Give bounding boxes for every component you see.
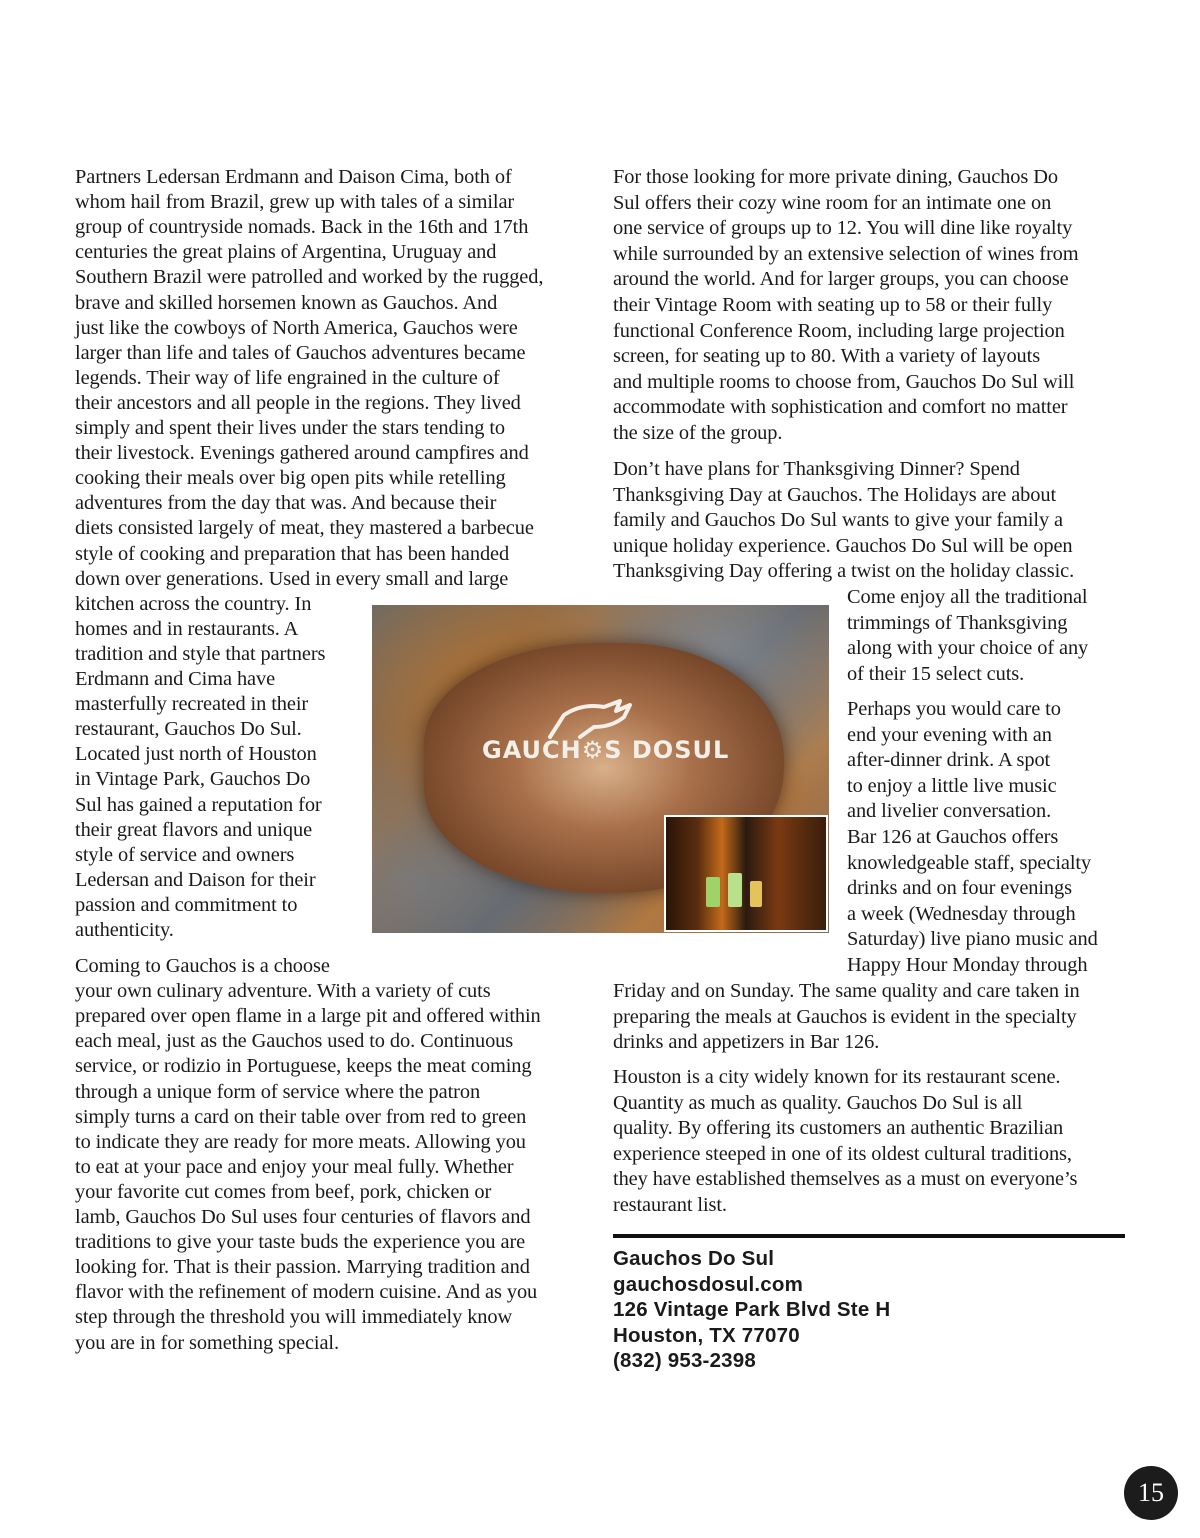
text-line: cooking their meals over big open pits while retelling [75, 467, 506, 490]
text-line: adventures from the day that was. And because their [75, 492, 497, 515]
text-line: simply and spent their lives under the stars tending to [75, 417, 505, 439]
text-line: the size of the group. [613, 422, 783, 444]
contact-address: 126 Vintage Park Blvd Ste H [613, 1298, 891, 1321]
text-line: Southern Brazil were patrolled and worked by the rugged, [75, 266, 544, 289]
text-line: your own culinary adventure. With a variety of cuts [75, 980, 491, 1003]
contact-city: Houston, TX 77070 [613, 1324, 800, 1347]
text-line: just like the cowboys of North America, Gauchos were [75, 316, 518, 339]
drink-glass [750, 881, 762, 907]
contact-phone: (832) 953-2398 [613, 1349, 756, 1372]
text-line: legends. Their way of life engrained in the culture of [75, 366, 500, 389]
text-line: unique holiday experience. Gauchos Do Sul will be open [613, 534, 1073, 557]
text-line: step through the threshold you will immediately know [75, 1306, 513, 1329]
text-line: Happy Hour Monday through [847, 954, 1088, 976]
text-line: and multiple rooms to choose from, Gauchos Do Sul will [613, 370, 1075, 393]
text-line: style of service and owners [75, 843, 295, 866]
text-line: Ledersan and Daison for their [75, 868, 316, 891]
text-line: simply turns a card on their table over from red to green [75, 1105, 527, 1128]
text-line: end your evening with an [847, 723, 1052, 746]
text-line: Thanksgiving Day offering a twist on the holiday classic. [613, 560, 1075, 583]
text-line: Come enjoy all the traditional [847, 586, 1088, 608]
text-line: centuries the great plains of Argentina, Uruguay and [75, 241, 497, 264]
text-line: trimmings of Thanksgiving [847, 611, 1068, 634]
text-line: Houston is a city widely known for its restaurant scene. [613, 1066, 1061, 1088]
logo-text: GAUCH⚙S DOSUL [482, 736, 730, 764]
text-line: a week (Wednesday through [847, 902, 1076, 925]
text-line: to indicate they are ready for more meats. Allowing you [75, 1130, 526, 1153]
text-line: their great flavors and unique [75, 818, 313, 841]
text-line: tradition and style that partners [75, 642, 326, 665]
text-line: whom hail from Brazil, grew up with tales of a similar [75, 191, 515, 214]
text-line: restaurant list. [613, 1194, 727, 1216]
text-line: Located just north of Houston [75, 743, 317, 766]
bar-photo [664, 815, 828, 932]
text-line: masterfully recreated in their [75, 693, 309, 716]
text-line: kitchen across the country. In [75, 592, 312, 615]
text-line: For those looking for more private dining, Gauchos Do [613, 166, 1058, 188]
text-line: their ancestors and all people in the regions. They lived [75, 391, 521, 414]
text-line: Partners Ledersan Erdmann and Daison Cima, both of [75, 166, 512, 188]
text-line: Thanksgiving Day at Gauchos. The Holidays are about [613, 483, 1057, 506]
text-line: knowledgeable staff, specialty [847, 851, 1092, 874]
contact-website[interactable]: gauchosdosul.com [613, 1273, 804, 1296]
text-line: functional Conference Room, including large projection [613, 319, 1065, 342]
text-line: Don’t have plans for Thanksgiving Dinner? Spend [613, 458, 1020, 480]
text-line: flavor with the refinement of modern cuisine. And as you [75, 1281, 538, 1304]
text-line: passion and commitment to [75, 893, 298, 916]
text-line: along with your choice of any [847, 637, 1089, 660]
text-line: in Vintage Park, Gauchos Do [75, 768, 311, 791]
text-line: quality. By offering its customers an authentic Brazilian [613, 1117, 1064, 1140]
text-line: experience steeped in one of its oldest cultural traditions, [613, 1142, 1072, 1165]
text-line: after-dinner drink. A spot [847, 749, 1051, 772]
text-line: each meal, just as the Gauchos used to do. Continuous [75, 1030, 514, 1053]
text-line: while surrounded by an extensive selection of wines from [613, 242, 1079, 265]
text-line: accommodate with sophistication and comfort no matter [613, 396, 1068, 419]
text-line: Perhaps you would care to [847, 698, 1061, 720]
text-line: Erdmann and Cima have [75, 668, 276, 690]
text-line: traditions to give your taste buds the experience you are [75, 1231, 526, 1254]
drink-glass [728, 873, 742, 907]
text-line: you are in for something special. [75, 1331, 339, 1354]
text-line: down over generations. Used in every small and large [75, 567, 509, 590]
drink-glass [706, 877, 720, 907]
restaurant-photo [372, 605, 829, 933]
text-line: your favorite cut comes from beef, pork, chicken or [75, 1180, 492, 1203]
text-line: authenticity. [75, 919, 174, 941]
page-number: 15 [1124, 1466, 1178, 1520]
text-line: prepared over open flame in a large pit and offered within [75, 1005, 541, 1028]
text-line: their Vintage Room with seating up to 58 or their fully [613, 294, 1053, 316]
text-line: service, or rodizio in Portuguese, keeps the meat coming [75, 1055, 532, 1078]
text-line: restaurant, Gauchos Do Sul. [75, 718, 302, 741]
text-line: Quantity as much as quality. Gauchos Do Sul is all [613, 1091, 1023, 1114]
text-line: style of cooking and preparation that has been handed [75, 542, 510, 565]
text-line: drinks and on four evenings [847, 877, 1072, 900]
text-line: they have established themselves as a must on everyone’s [613, 1168, 1078, 1191]
text-line: Friday and on Sunday. The same quality and care taken in [613, 980, 1080, 1002]
text-line: homes and in restaurants. A [75, 617, 299, 640]
text-line: Sul offers their cozy wine room for an intimate one on [613, 191, 1052, 214]
text-line: screen, for seating up to 80. With a variety of layouts [613, 345, 1041, 368]
text-line: larger than life and tales of Gauchos adventures became [75, 341, 526, 364]
text-line: their livestock. Evenings gathered around campfires and [75, 442, 529, 465]
text-line: family and Gauchos Do Sul wants to give your family a [613, 509, 1064, 532]
text-line: diets consisted largely of meat, they mastered a barbecue [75, 517, 534, 540]
text-line: Saturday) live piano music and [847, 928, 1098, 951]
text-line: looking for. That is their passion. Marrying tradition and [75, 1256, 530, 1279]
text-line: through a unique form of service where the patron [75, 1080, 481, 1103]
text-line: to enjoy a little live music [847, 774, 1057, 797]
text-line: group of countryside nomads. Back in the 16th and 17th [75, 216, 529, 239]
contact-name: Gauchos Do Sul [613, 1247, 775, 1270]
text-line: Bar 126 at Gauchos offers [847, 826, 1059, 848]
text-line: around the world. And for larger groups, you can choose [613, 268, 1069, 291]
text-line: preparing the meals at Gauchos is evident in the specialty [613, 1005, 1077, 1028]
text-line: drinks and appetizers in Bar 126. [613, 1031, 880, 1054]
text-line: of their 15 select cuts. [847, 662, 1025, 685]
text-line: one service of groups up to 12. You will dine like royalty [613, 217, 1073, 240]
text-line: Sul has gained a reputation for [75, 793, 322, 816]
text-line: Coming to Gauchos is a choose [75, 955, 330, 977]
text-line: brave and skilled horsemen known as Gauchos. And [75, 291, 498, 314]
text-line: and livelier conversation. [847, 800, 1052, 823]
text-line: to eat at your pace and enjoy your meal fully. Whether [75, 1155, 514, 1178]
text-line: lamb, Gauchos Do Sul uses four centuries of flavors and [75, 1206, 531, 1228]
divider-rule [613, 1234, 1125, 1238]
